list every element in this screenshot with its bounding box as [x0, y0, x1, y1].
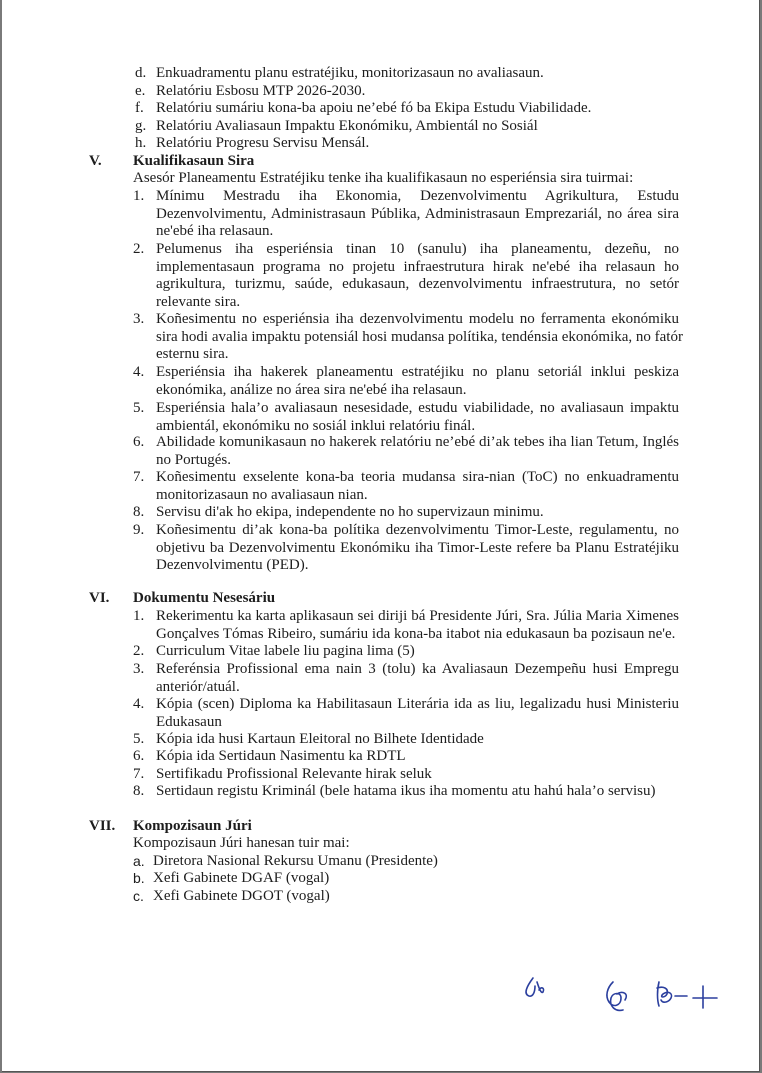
section-intro: Asesór Planeamentu Estratéjiku tenke iha kualifikasaun no esperiénsia sira tuirmai: — [133, 170, 634, 186]
initials-mark-3 — [657, 982, 717, 1008]
list-marker: 5. — [133, 400, 145, 416]
section-number: VII. — [89, 818, 116, 834]
list-marker: g. — [135, 118, 147, 134]
list-item-line: ambientál, ekonómiku no sosiál inklui relatóriu finál. — [156, 417, 476, 434]
list-item-line: ekonómika, análize no área sira ne'ebé iha relasaun. — [156, 381, 467, 398]
list-marker: b. — [133, 870, 145, 886]
list-item — [156, 661, 679, 696]
list-item-text: Relatóriu Progresu Servisu Mensál. — [156, 135, 370, 151]
list-marker: 7. — [133, 766, 145, 782]
list-marker: h. — [135, 135, 147, 151]
list-marker: 4. — [133, 696, 145, 712]
list-item-line: Dezenvolvimentu, Administrasaun Públika, Administrasaun Emprezariál, no área sira — [156, 205, 679, 222]
list-item-text: Sertifikadu Profissional Relevante hirak seluk — [156, 766, 432, 782]
list-marker: 6. — [133, 748, 145, 764]
list-item-line: monitorizasaun no avaliasaun nian. — [156, 486, 368, 503]
list-marker: 7. — [133, 469, 145, 485]
list-marker: 3. — [133, 311, 145, 327]
list-item-line: implementasaun programa no projetu infraestrutura hirak ne'ebé iha relasaun ho — [156, 258, 679, 275]
list-item-text: Xefi Gabinete DGOT (vogal) — [153, 888, 330, 904]
list-item — [156, 696, 679, 731]
list-marker: 1. — [133, 188, 145, 204]
list-item-line: ne'ebé iha relasaun. — [156, 223, 274, 239]
list-marker: c. — [133, 888, 144, 904]
list-item-line: Rekerimentu ka karta aplikasaun sei diriji bá Presidente Júri, Sra. Júlia Maria Ximenes — [156, 608, 679, 624]
list-marker: 6. — [133, 434, 145, 450]
list-item-line: agrikultura, turizmu, saúde, edukasaun, dezenvolvimentu infraestrutura, no setór — [156, 276, 679, 292]
list-item-text: Relatóriu Esbosu MTP 2026-2030. — [156, 83, 366, 99]
list-item-line: Referénsia Profissional ema nain 3 (tolu) ka Avaliasaun Dezempeñu husi Empregu — [156, 661, 679, 677]
list-item-line: Koñesimentu di’ak kona-ba polítika dezenvolvimentu Timor-Leste, regulamentu, no — [156, 522, 679, 538]
list-marker: 2. — [133, 241, 145, 257]
list-item-line: Gonçalves Tómas Ribeiro, sumáriu ida kona-ba itabot nia edukasaun ba pozisaun ne'e. — [156, 625, 676, 642]
list-item-line: Kópia (scen) Diploma ka Habilitasaun Literária ida as liu, legalizadu husi Ministeriu — [156, 696, 679, 712]
list-item-text: Kópia ida husi Kartaun Eleitoral no Bilhete Identidade — [156, 731, 484, 747]
list-item — [156, 434, 679, 469]
list-marker: d. — [135, 65, 147, 81]
list-item-line: relevante sira. — [156, 293, 241, 310]
list-marker: 9. — [133, 522, 145, 538]
list-marker: e. — [135, 83, 146, 99]
list-marker: a. — [133, 853, 145, 869]
list-item-text: Relatóriu Avaliasaun Impaktu Ekonómiku, Ambientál no Sosiál — [156, 118, 538, 134]
list-item-text: Diretora Nasional Rekursu Umanu (Presidente) — [153, 853, 438, 869]
list-marker: f. — [135, 100, 144, 116]
list-marker: 1. — [133, 608, 145, 624]
list-item-line: Mínimu Mestradu iha Ekonomia, Dezenvolvimentu Agrikultura, Estudu — [156, 188, 679, 204]
list-item-line: Koñesimentu exselente kona-ba teoria mudansa sira-nian (ToC) no enkuadramentu — [156, 469, 679, 485]
list-item-line: sira hodi avalia impaktu potensiál hosi mudansa polítika, tendénsia ekonómika, no fatór — [156, 328, 683, 345]
list-item-line: Koñesimentu no esperiénsia iha dezenvolvimentu modelu no ferramenta ekonómiku — [156, 311, 679, 327]
list-item — [156, 400, 679, 435]
list-marker: 2. — [133, 643, 145, 659]
list-item — [156, 188, 679, 241]
list-item-text: Servisu di'ak ho ekipa, independente no ho supervizaun minimu. — [156, 504, 544, 520]
initials-mark-1 — [526, 978, 544, 996]
list-marker: 8. — [133, 504, 145, 520]
list-item-line: no Portugés. — [156, 451, 231, 468]
list-item-line: Edukasaun — [156, 713, 222, 730]
list-item-line: Esperiénsia iha hakerek planeamentu estratéjiku no planu setoriál inklui peskiza — [156, 364, 679, 380]
list-item-line: Esperiénsia hala’o avaliasaun nesesidade, estudu viabilidade, no avaliasaun impaktu — [156, 400, 679, 416]
section-number: V. — [89, 153, 102, 169]
section-title: Kualifikasaun Sira — [133, 153, 255, 169]
list-marker: 5. — [133, 731, 145, 747]
list-marker: 8. — [133, 783, 145, 799]
list-marker: 3. — [133, 661, 145, 677]
list-item — [156, 241, 679, 311]
handwritten-initials — [517, 968, 737, 1028]
list-item-text: Curriculum Vitae labele liu pagina lima (5) — [156, 643, 415, 659]
section-number: VI. — [89, 590, 110, 606]
list-item — [156, 469, 679, 504]
list-item — [156, 311, 683, 364]
list-item-text: Sertidaun registu Kriminál (bele hatama ikus iha momentu atu hahú hala’o servisu) — [156, 783, 656, 799]
document-page — [2, 0, 760, 1072]
list-item-text: Enkuadramentu planu estratéjiku, monitorizasaun no avaliasaun. — [156, 65, 544, 81]
section-title: Dokumentu Nesesáriu — [133, 590, 276, 606]
section-title: Kompozisaun Júri — [133, 818, 252, 834]
list-item-text: Relatóriu sumáriu kona-ba apoiu ne’ebé fó ba Ekipa Estudu Viabilidade. — [156, 100, 592, 116]
list-item — [156, 522, 679, 575]
list-item-line: anteriór/atuál. — [156, 678, 240, 695]
list-item-line: objetivu ba Dezenvolvimentu Ekonómiku iha Timor-Leste refere ba Planu Estratéjiku — [156, 539, 679, 556]
list-item-line: esternu sira. — [156, 346, 229, 362]
list-item — [156, 364, 679, 399]
list-marker: 4. — [133, 364, 145, 380]
list-item-text: Kópia ida Sertidaun Nasimentu ka RDTL — [156, 748, 406, 764]
list-item-line: Dezenvolvimentu (PED). — [156, 557, 309, 573]
list-item-line: Abilidade komunikasaun no hakerek relatóriu ne’ebé di’ak tebes iha lian Tetum, Inglés — [156, 434, 679, 450]
list-item-line: Pelumenus iha esperiénsia tinan 10 (sanulu) iha planeamentu, dezeñu, no — [156, 241, 679, 257]
section-intro: Kompozisaun Júri hanesan tuir mai: — [133, 835, 350, 851]
list-item — [156, 608, 679, 643]
list-item-text: Xefi Gabinete DGAF (vogal) — [153, 870, 330, 886]
initials-mark-2 — [607, 982, 626, 1010]
